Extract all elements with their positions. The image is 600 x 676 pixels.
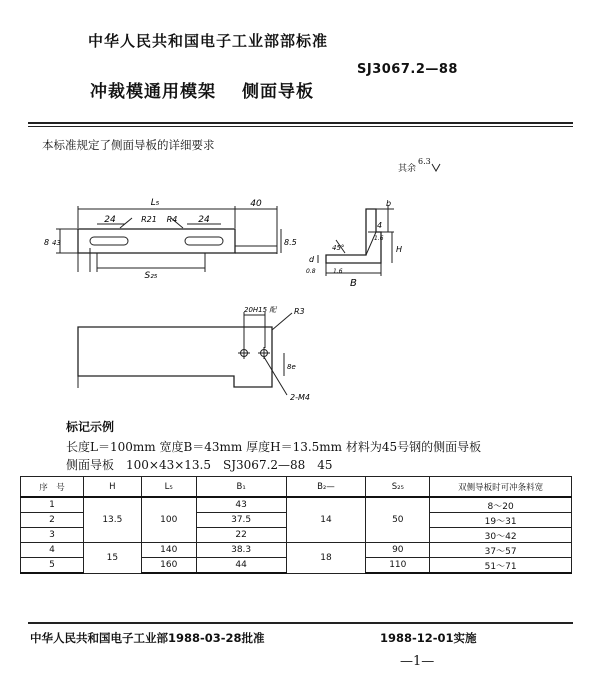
side-dim-16a: 1.6 [333,268,343,275]
side-dim-16b: 1.6 [374,235,384,242]
roughness-value: 6.3 [418,157,431,166]
doc-title-main: 冲裁模通用模架 [90,82,216,102]
dim-24-left-label: 24 [104,215,116,225]
doc-title [90,77,314,102]
cell-b1: 43 [196,497,286,513]
cell-width: 51～71 [430,558,572,574]
table-row [21,543,572,558]
cell-b1: 22 [196,528,286,543]
header-rule-thick [28,122,573,124]
col-header-no: 序 号 [21,477,84,498]
cell-no: 3 [21,528,84,543]
cell-no: 5 [21,558,84,574]
dim-43-label: 43 [52,239,61,247]
cell-b2: 18 [286,543,366,574]
cell-b1: 38.3 [196,543,286,558]
cell-no: 4 [21,543,84,558]
cell-l: 100 [141,497,196,543]
dim-24-right-label: 24 [198,215,210,225]
cell-s: 50 [366,497,430,543]
cell-no: 2 [21,513,84,528]
side-section-drawing [300,195,410,290]
cell-l: 140 [141,543,196,558]
side-dim-08: 0.8 [306,268,316,275]
col-header-h: H [83,477,141,498]
side-dim-d: d [309,255,315,264]
doc-title-sub: 侧面导板 [242,82,314,102]
example-line-2: 侧面导板 100×43×13.5 SJ3067.2—88 45 [66,458,333,472]
cell-width: 30～42 [430,528,572,543]
dim-r4-label: R4 [166,215,178,224]
implementation-date: 1988-12-01实施 [380,631,477,645]
cell-b1: 37.5 [196,513,286,528]
plan-view-drawing [60,300,320,410]
cell-width: 37～57 [430,543,572,558]
intro-text: 本标准规定了侧面导板的详细要求 [42,138,215,152]
cell-b1: 44 [196,558,286,574]
plan-thread-label: 2-M4 [290,393,310,402]
example-heading: 标记示例 [66,420,115,434]
example-line-1: 长度L＝100mm 宽度B＝43mm 厚度H＝13.5mm 材料为45号钢的侧面导板 [66,440,482,454]
col-header-b2: B₂— [286,477,366,498]
footer-rule [28,622,573,624]
cell-b2: 14 [286,497,366,543]
side-dim-45: 45° [332,244,345,252]
dim-8-label: 8 [44,238,50,247]
table-row [21,497,572,513]
plan-dim-label: 8e [287,363,296,371]
side-dim-b: b [386,199,392,208]
plan-note: 20H15 配 [244,306,277,314]
side-dim-h: H [396,245,403,254]
side-dim-4: 4 [377,221,383,230]
dim-ls-label: L₅ [150,198,160,208]
roughness-symbol-icon [431,163,441,172]
header-title: 中华人民共和国电子工业部部标准 [88,32,329,50]
roughness-label: 其余 [398,164,417,174]
cell-h: 15 [83,543,141,574]
cell-s: 110 [366,558,430,574]
dim-40-label: 40 [250,199,262,209]
table-header-row [21,477,572,498]
cell-width: 19～31 [430,513,572,528]
cell-h: 13.5 [83,497,141,543]
cell-width: 8～20 [430,497,572,513]
dim-s25-label: S₂₅ [144,271,158,281]
side-dim-b-width: B [350,278,357,289]
col-header-width: 双侧导板时可冲条料宽 [430,477,572,498]
front-view-drawing [28,195,300,290]
roughness-note [398,157,441,174]
cell-no: 1 [21,497,84,513]
header-rule-thin [28,126,573,127]
page-number: —1— [400,654,435,669]
spec-table [20,476,572,574]
plan-r3-label: R3 [294,307,305,316]
cell-s: 90 [366,543,430,558]
cell-l: 160 [141,558,196,574]
dim-85-label: 8.5 [284,238,297,247]
dim-r21-label: R21 [141,215,157,224]
approval-note: 中华人民共和国电子工业部1988-03-28批准 [30,631,265,645]
col-header-l: L₅ [141,477,196,498]
col-header-b1: B₁ [196,477,286,498]
col-header-s: S₂₅ [366,477,430,498]
standard-number: SJ3067.2—88 [357,62,458,77]
